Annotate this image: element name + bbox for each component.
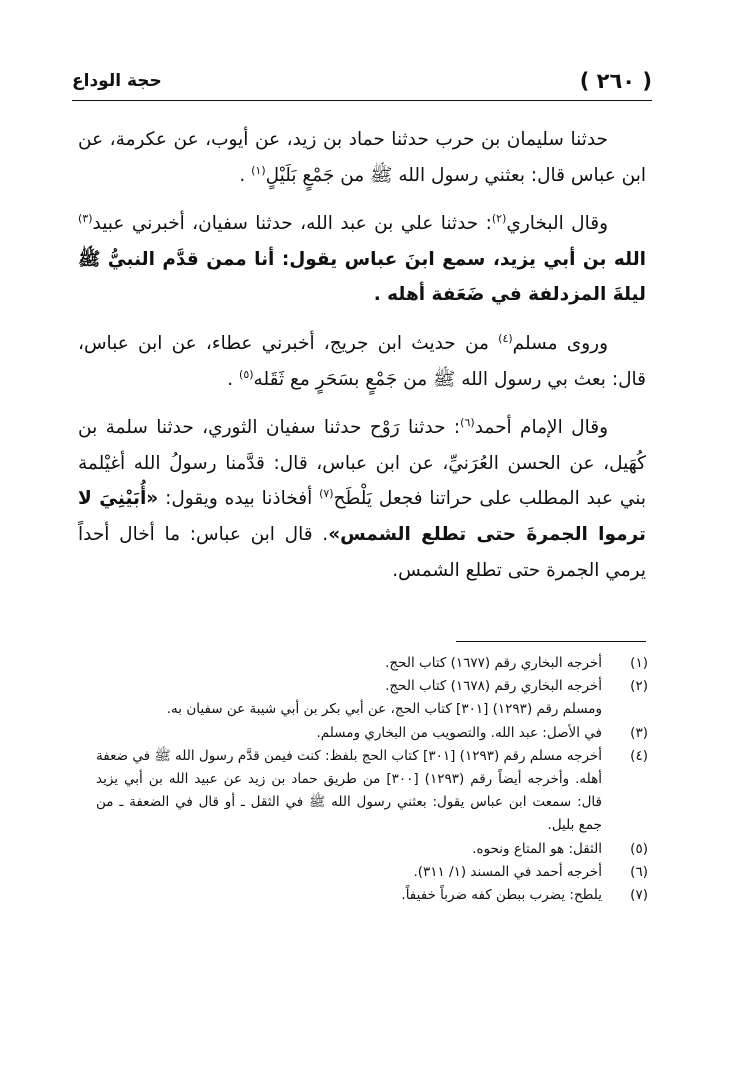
- footnote-text: الثقل: هو المتاع ونحوه.: [472, 840, 602, 857]
- header-divider: [72, 100, 652, 101]
- footnote-number: (٢): [630, 678, 648, 695]
- footnote-number: (١): [630, 655, 648, 671]
- paragraph-1: [78, 122, 646, 193]
- paragraph-2: [78, 206, 646, 313]
- footnote-text: أخرجه أحمد في المسند (١/ ٣١١).: [413, 863, 602, 880]
- footnote-ref-4[interactable]: (٤): [498, 331, 513, 345]
- footnote-number: (٦): [630, 863, 648, 880]
- paragraph-2-intro: وقال البخاري: [506, 213, 609, 235]
- running-title: حجة الوداع: [72, 71, 162, 91]
- footnote-item: [96, 745, 648, 838]
- footnote-text: أخرجه البخاري رقم (١٦٧٨) كتاب الحج.: [385, 678, 602, 695]
- hadith-quote: «أُبَيْنِيَ لا ترموا الجمرةَ حتى تطلع الشمس»: [78, 488, 646, 545]
- footnote-ref-2[interactable]: (٢): [491, 212, 507, 226]
- footnote-ref-1[interactable]: (١): [251, 163, 266, 177]
- footnote-divider: [456, 641, 646, 642]
- footnote-text: أخرجه البخاري رقم (١٦٧٧) كتاب الحج.: [385, 655, 602, 671]
- footnote-text: في الأصل: عبد الله. والتصويب من البخاري ومسلم.: [316, 724, 602, 741]
- footnote-item: [96, 838, 648, 861]
- paragraph-4-text-b: أفخاذنا بيده ويقول:: [158, 488, 320, 510]
- page-number: ( ٢٦٠ ): [579, 69, 652, 93]
- paragraph-2-text-b: الله بن أبي يزيد، سمع ابنَ عباس يقول: أنا ممن قدَّم النبيُّ ﷺ ليلةَ المزدلفة في ضَعَفة أهله .: [78, 248, 646, 306]
- footnote-ref-6[interactable]: (٦): [460, 416, 475, 429]
- paragraph-3-text: من حديث ابن جريج، أخبرني عطاء، عن ابن عباس، قال: بعث بي رسول الله ﷺ من جَمْعٍ بسَحَرٍ مع ثَقَله: [78, 332, 646, 390]
- footnote-ref-3[interactable]: (٣): [78, 212, 93, 226]
- footnote-text: أخرجه مسلم رقم (١٢٩٣) [٣٠١] كتاب الحج بلفظ: كنت فيمن قدَّم رسول الله ﷺ في ضعفة أهله. وأخرجه أيضاً رقم (١٢٩٣) [٣٠٠] من طريق حماد بن زيد عن عبيد الله بن أبي يزيد قال: سمعت ابن عباس يقول: بعثني رسول الله ﷺ في الثقل ـ أو قال في الضعفة ـ من جمع بليل.: [96, 747, 602, 834]
- footnote-ref-5[interactable]: (٥): [239, 367, 254, 381]
- footnote-number: (٥): [630, 840, 648, 857]
- footnote-text: يلطح: يضرب ببطن كفه ضرباً خفيفاً.: [401, 887, 602, 904]
- paragraph-4-intro: وقال الإمام أحمد: [474, 417, 608, 439]
- footnote-number: (٣): [630, 724, 648, 741]
- main-text: [78, 122, 646, 601]
- paragraph-3: [78, 326, 646, 397]
- footnote-item: [96, 861, 648, 884]
- paragraph-3-end: .: [227, 368, 240, 390]
- footnote-item: [96, 675, 648, 698]
- paragraph-1-end: .: [239, 164, 252, 186]
- footnote-item-continuation: [96, 698, 648, 721]
- paragraph-4-text-c: . قال ابن عباس: ما أخال أحداً يرمي الجمرة حتى تطلع الشمس.: [78, 523, 646, 581]
- footnote-number: (٧): [630, 887, 648, 904]
- footnote-item: [96, 652, 648, 675]
- footnote-text: ومسلم رقم (١٢٩٣) [٣٠١] كتاب الحج، عن أبي بكر بن أبي شيبة عن سفيان به.: [166, 701, 602, 718]
- page-header: [72, 66, 652, 96]
- paragraph-2-text-a: : حدثنا علي بن عبد الله، حدثنا سفيان، أخبرني عبيد: [92, 213, 492, 235]
- paragraph-1-text: حدثنا سليمان بن حرب حدثنا حماد بن زيد، عن أيوب، عن عكرمة، عن ابن عباس قال: بعثني رسول الله ﷺ من جَمْعٍ بَلَيْلٍ: [78, 129, 646, 186]
- footnote-item: [96, 722, 648, 745]
- paragraph-4-text-a: : حدثنا رَوْح حدثنا سفيان الثوري، حدثنا سلمة بن كُهَيل، عن الحسن العُرَنيِّ، عن ابن عباس، قال: قدَّمنا رسولُ الله أغيْلمة بني عبد المطلب على حراتنا فجعل يَلْطَح: [78, 417, 646, 510]
- footnote-item: [96, 884, 648, 907]
- paragraph-3-intro: وروى مسلم: [512, 332, 609, 354]
- footnotes: [96, 652, 648, 907]
- paragraph-4: [78, 410, 646, 588]
- footnote-number: (٤): [630, 747, 648, 764]
- footnote-ref-7[interactable]: (٧): [319, 487, 334, 501]
